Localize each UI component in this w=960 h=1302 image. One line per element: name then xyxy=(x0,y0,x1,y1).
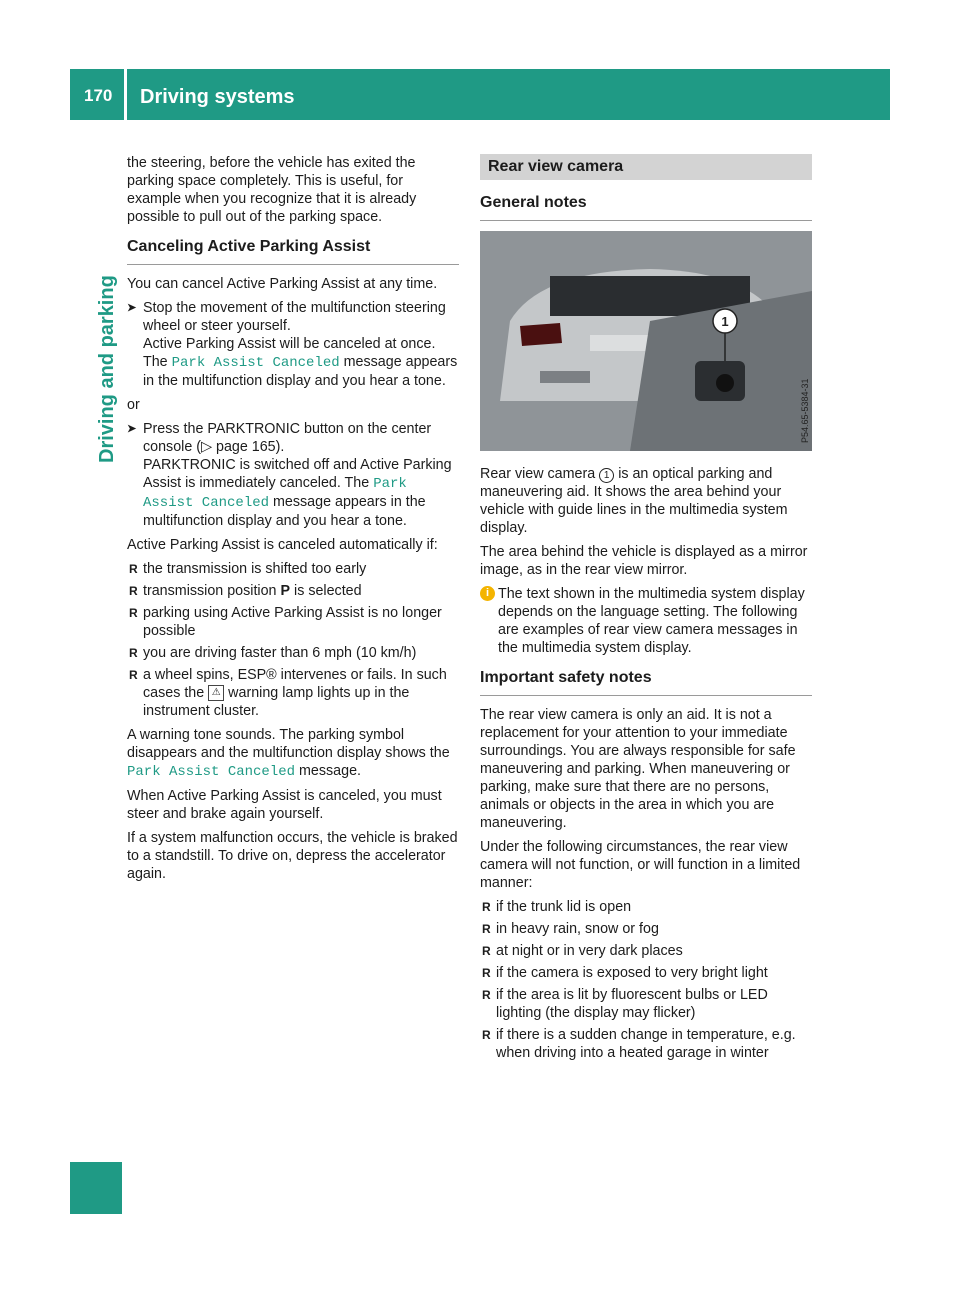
step-arrow-icon: ➤ xyxy=(127,302,137,314)
callout-icon: 1 xyxy=(599,468,614,483)
display-message: Park Assist Canceled xyxy=(127,764,296,780)
list-item: R transmission position P is selected xyxy=(129,583,362,599)
display-message: Park Assist Canceled xyxy=(171,355,340,371)
circumstances-list xyxy=(480,898,812,1062)
page-reference[interactable]: page 165). xyxy=(216,439,285,455)
circumstances-intro: Under the following circumstances, the rear view camera will not function, or will function in a limited manner: xyxy=(480,839,801,891)
photo-code: P54.65-5384-31 xyxy=(800,378,810,443)
list-item: R if there is a sudden change in temperature, e.g. when driving into a heated garage in winter xyxy=(482,1027,796,1061)
left-column xyxy=(127,154,459,889)
safety-notes-heading: Important safety notes xyxy=(480,669,812,696)
malfunction-paragraph: If a system malfunction occurs, the vehicle is braked to a standstill. To drive on, depress the accelerator again. xyxy=(127,830,458,882)
or-text: or xyxy=(127,397,140,413)
parking-warning-lamp-icon: ⚠ xyxy=(208,685,224,701)
intro-paragraph: the steering, before the vehicle has exited the parking space completely. This is useful, for example when you recognize that it is already possible to pull out of the parking space. xyxy=(127,155,417,225)
page-ref-arrow-icon: ▷ xyxy=(201,439,213,455)
canceling-heading: Canceling Active Parking Assist xyxy=(127,238,459,265)
header-divider xyxy=(124,69,127,120)
rear-camera-photo xyxy=(480,231,812,451)
steer-brake-paragraph: When Active Parking Assist is canceled, you must steer and brake again yourself. xyxy=(127,788,442,822)
list-item: R in heavy rain, snow or fog xyxy=(482,921,659,937)
section-title: Rear view camera xyxy=(480,154,812,180)
photo-callout-label: 1 xyxy=(721,314,729,329)
auto-cancel-list xyxy=(127,560,459,720)
right-column xyxy=(480,154,812,1068)
step-stop-steering: ➤ Stop the movement of the multifunction steering wheel or steer yourself. Active Parking Assist will be canceled at once. The Park Assist Canceled message appears in the multifunction display and you hear a tone. xyxy=(127,300,458,389)
info-icon: i xyxy=(480,586,495,601)
info-note: i The text shown in the multimedia system display depends on the language setting. The following are examples of rear view camera messages in the multimedia system display. xyxy=(480,585,812,657)
warning-tone-paragraph: A warning tone sounds. The parking symbol disappears and the multifunction display shows the Park Assist Canceled message. xyxy=(127,727,450,780)
step-press-parktronic: ➤ Press the PARKTRONIC button on the center console (▷ page 165). PARKTRONIC is switched off and Active Parking Assist is immediately canceled. The Park Assist Canceled message appears in the multifunction display and you hear a tone. xyxy=(127,421,452,529)
mirror-paragraph: The area behind the vehicle is displayed as a mirror image, as in the rear view mirror. xyxy=(480,544,808,578)
display-message: Park Assist Canceled xyxy=(143,476,407,511)
page-number: 170 xyxy=(84,86,113,105)
camera-description: Rear view camera 1 is an optical parking and maneuvering aid. It shows the area behind your vehicle with guide lines in the multimedia system display. xyxy=(480,466,788,536)
general-notes-heading: General notes xyxy=(480,194,812,221)
list-item: R if the camera is exposed to very bright light xyxy=(482,965,768,981)
safety-paragraph: The rear view camera is only an aid. It is not a replacement for your attention to your immediate surroundings. You are always responsible for safe maneuvering and parking. When maneuvering or parking, make sure that there are no persons, animals or objects in the area in which you are maneuvering. xyxy=(480,707,796,831)
list-item: R you are driving faster than 6 mph (10 km/h) xyxy=(129,645,417,661)
side-tab-block xyxy=(70,1162,122,1214)
list-item: R at night or in very dark places xyxy=(482,943,683,959)
car-rear-illustration xyxy=(480,231,812,451)
list-item: R a wheel spins, ESP® intervenes or fails. In such cases the ⚠ warning lamp lights up in the instrument cluster. xyxy=(129,667,447,719)
list-item: R the transmission is shifted too early xyxy=(129,561,367,577)
page-title: Driving systems xyxy=(140,86,295,108)
auto-cancel-intro: Active Parking Assist is canceled automatically if: xyxy=(127,537,438,553)
list-item: R parking using Active Parking Assist is no longer possible xyxy=(129,605,442,639)
list-item: R if the trunk lid is open xyxy=(482,899,632,915)
side-tab-label: Driving and parking xyxy=(96,275,118,463)
step-arrow-icon: ➤ xyxy=(127,423,137,435)
list-item: R if the area is lit by fluorescent bulbs or LED lighting (the display may flicker) xyxy=(482,987,768,1021)
cancel-intro: You can cancel Active Parking Assist at any time. xyxy=(127,276,438,292)
